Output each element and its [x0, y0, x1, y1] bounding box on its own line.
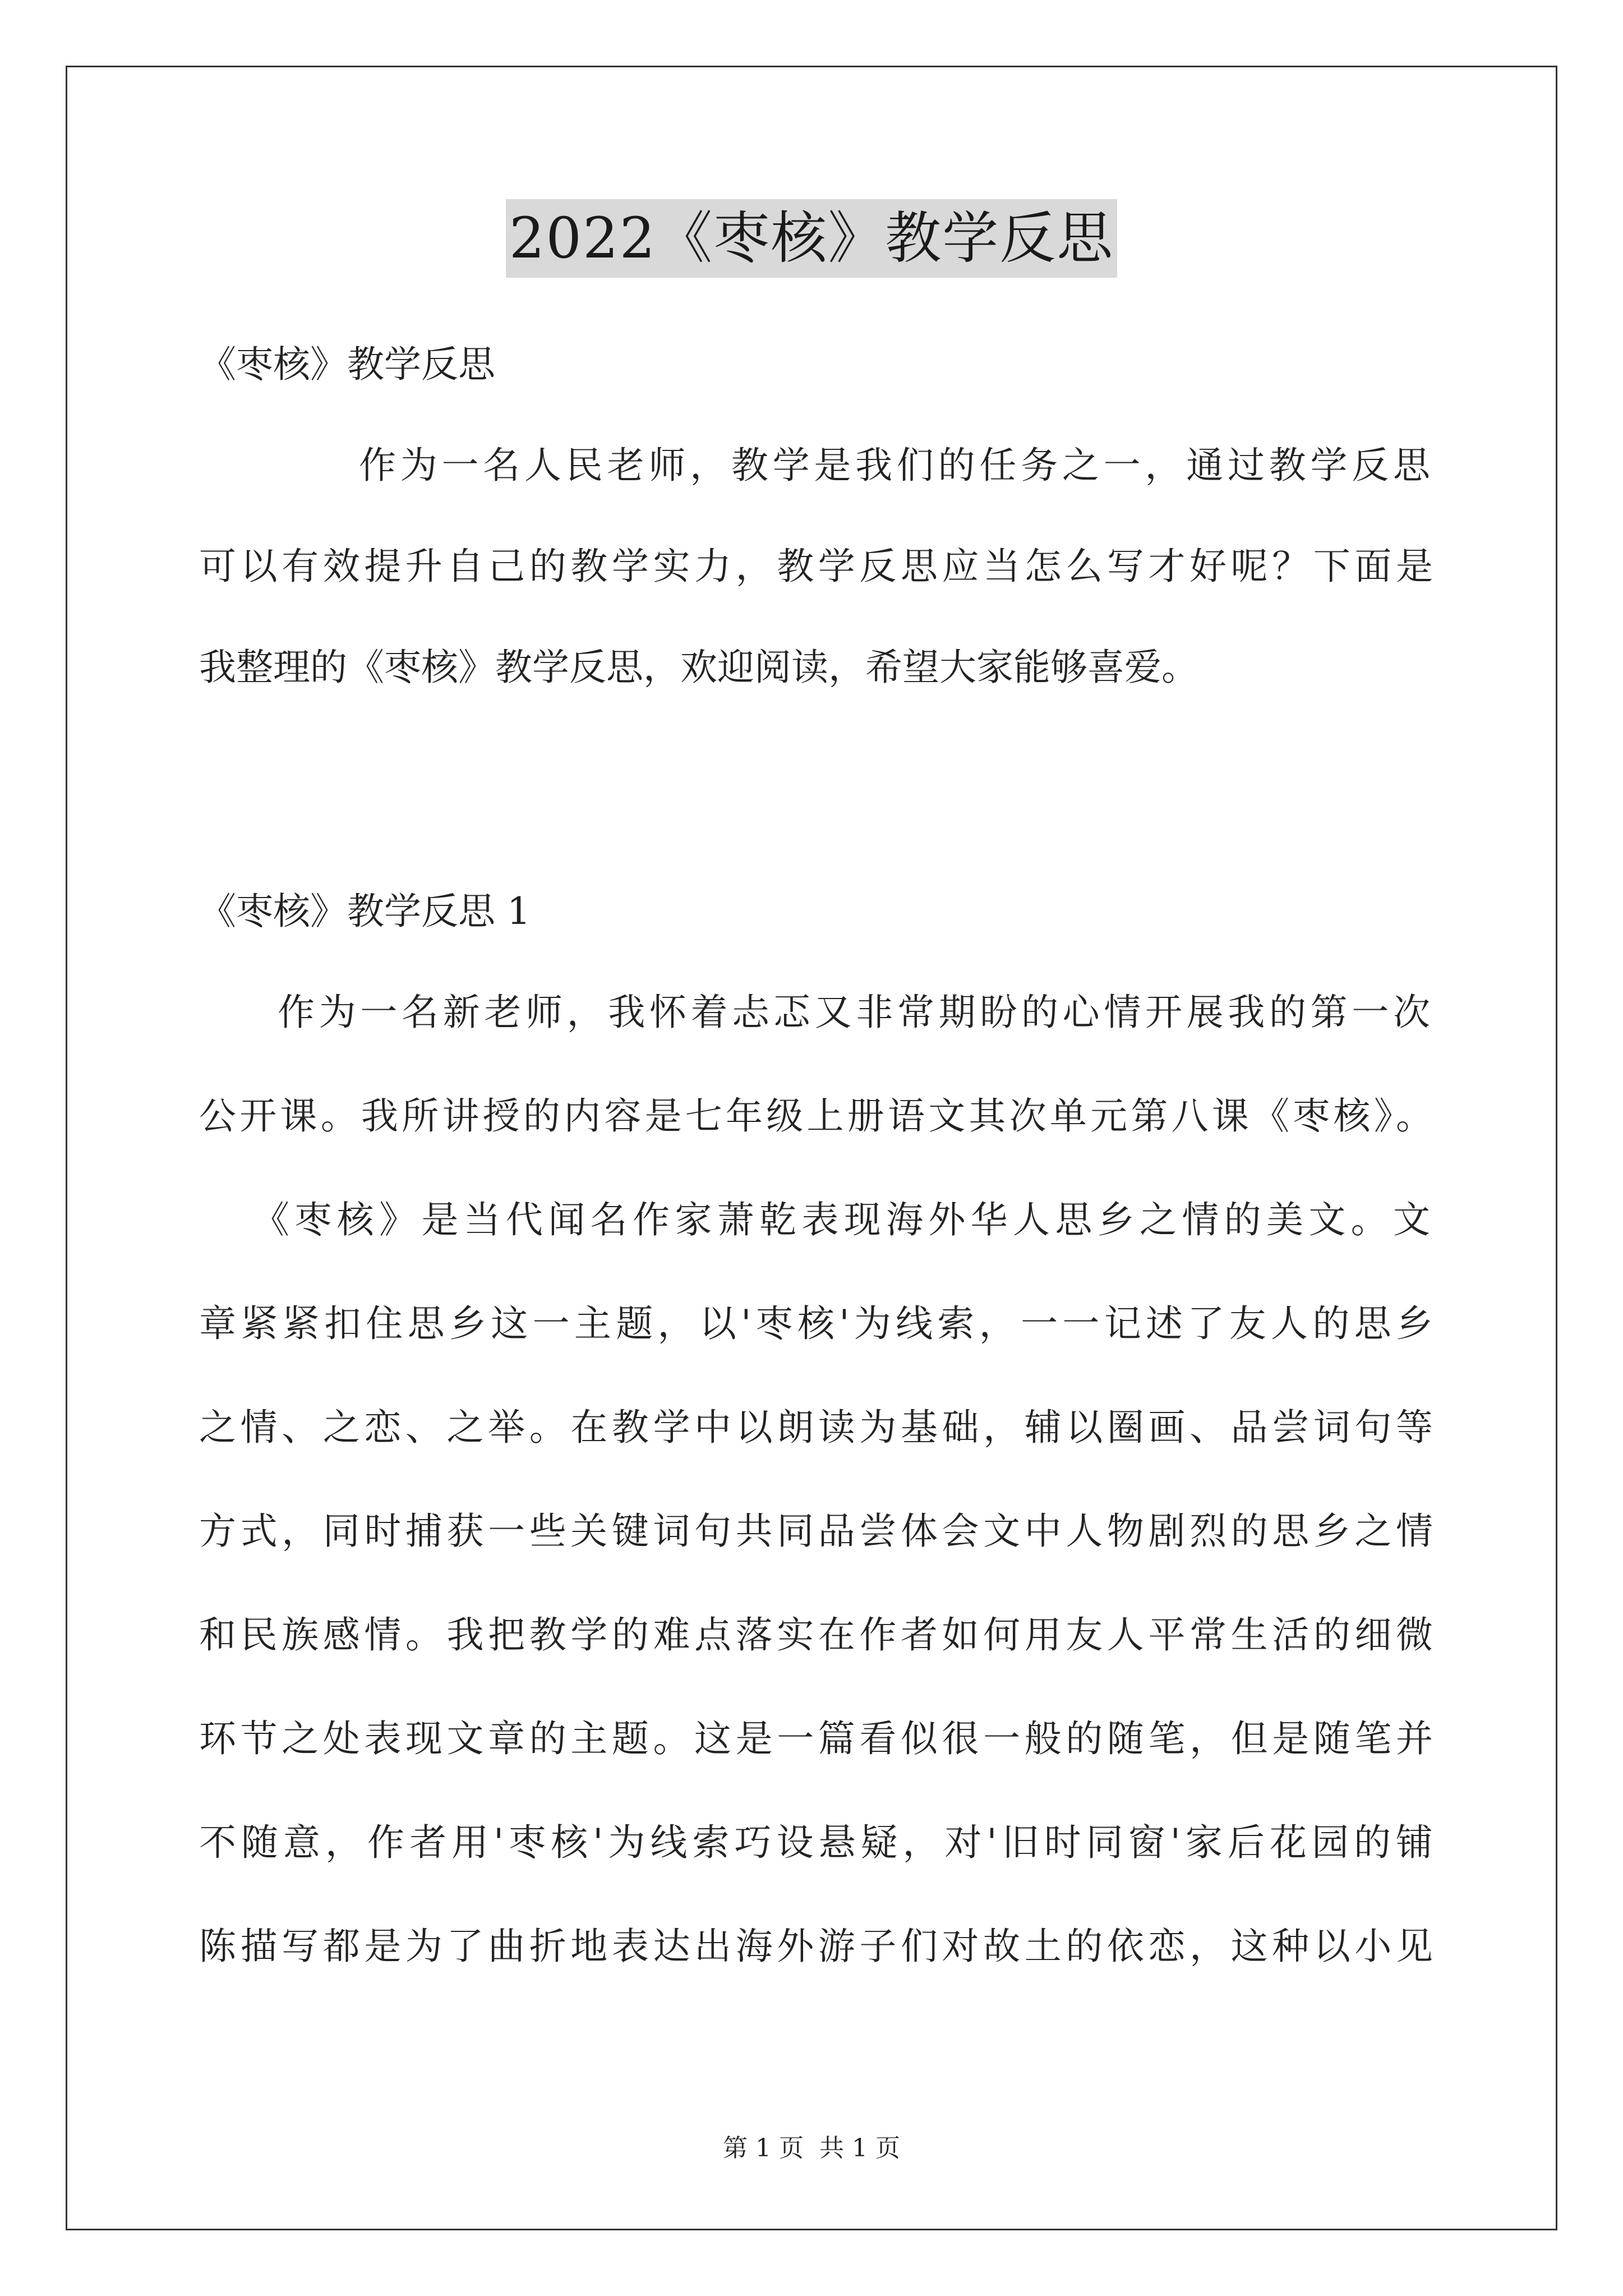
body-line-6: 方式，同时捕获一些关键词句共同品尝体会文中人物剧烈的思乡之情 [199, 1510, 1433, 1553]
body-line-3: 《枣核》是当代闻名作家萧乾表现海外华人思乡之情的美文。文 [252, 1198, 1430, 1241]
body-line-1: 作为一名新老师，我怀着忐忑又非常期盼的心情开展我的第一次 [278, 991, 1430, 1034]
body-line-5: 之情、之恋、之举。在教学中以朗读为基础，辅以圈画、品尝词句等 [199, 1406, 1433, 1449]
document-title: 2022《枣核》教学反思 [506, 199, 1118, 278]
body-line-2: 公开课。我所讲授的内容是七年级上册语文其次单元第八课《枣核》。 [199, 1094, 1433, 1138]
page-footer [0, 2132, 1623, 2165]
intro-line-3: 我整理的《枣核》教学反思，欢迎阅读，希望大家能够喜爱。 [199, 646, 1198, 689]
body-line-8: 环节之处表现文章的主题。这是一篇看似很一般的随笔，但是随笔并 [199, 1717, 1433, 1760]
document-subtitle: 《枣核》教学反思 [199, 343, 495, 386]
page-total: 共 1 页 [819, 2134, 900, 2162]
page-border [66, 66, 1557, 2230]
body-line-9: 不随意，作者用'枣核'为线索巧设悬疑，对'旧时同窗'家后花园的铺 [199, 1821, 1433, 1864]
intro-line-2: 可以有效提升自己的教学实力，教学反思应当怎么写才好呢？下面是 [199, 545, 1433, 588]
body-line-4: 章紧紧扣住思乡这一主题，以'枣核'为线索，一一记述了友人的思乡 [199, 1302, 1433, 1345]
intro-line-1: 作为一名人民老师，教学是我们的任务之一，通过教学反思 [359, 444, 1430, 487]
title-container [0, 199, 1623, 278]
body-line-7: 和民族感情。我把教学的难点落实在作者如何用友人平常生活的细微 [199, 1613, 1433, 1657]
section-heading: 《枣核》教学反思 1 [199, 890, 531, 933]
body-line-10: 陈描写都是为了曲折地表达出海外游子们对故土的依恋，这种以小见 [199, 1925, 1433, 1968]
page-number: 第 1 页 [723, 2134, 804, 2162]
